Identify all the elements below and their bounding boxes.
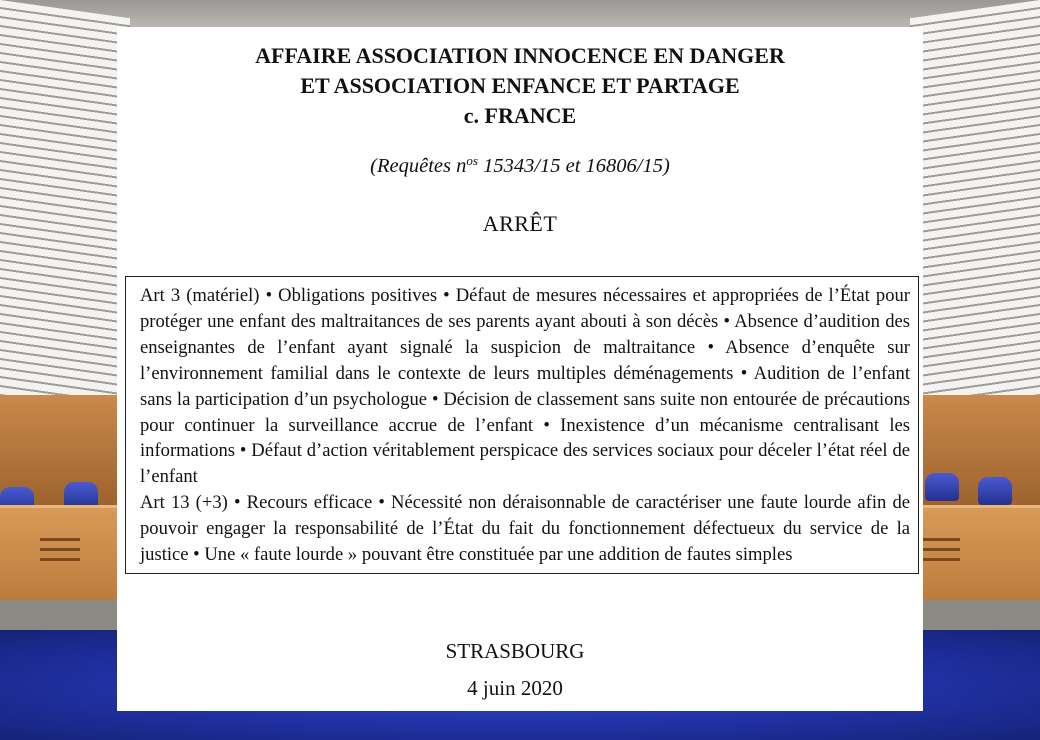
application-numbers <box>117 153 923 178</box>
document-type: ARRÊT <box>482 211 558 236</box>
judgment-cover-page <box>117 27 923 711</box>
requests-suffix: 15343/15 et 16806/15) <box>477 155 670 177</box>
case-title-line: AFFAIRE ASSOCIATION INNOCENCE EN DANGER <box>255 43 785 68</box>
case-title-line: ET ASSOCIATION ENFANCE ET PARTAGE <box>300 73 740 98</box>
city: STRASBOURG <box>445 639 585 663</box>
keywords-box <box>125 276 919 574</box>
left-acoustic-wall <box>0 0 130 418</box>
case-title <box>117 41 923 131</box>
requests-prefix: (Requêtes n <box>370 155 467 177</box>
right-acoustic-wall <box>910 0 1040 418</box>
requests-superscript: os <box>466 153 478 168</box>
keywords-article-13: Art 13 (+3) • Recours efficace • Nécessité non déraisonnable de caractériser une faute lourde afin de pouvoir engager la responsabilité de l’État du fait du fonctionnement défectueux du service de la justice • Une « faute lourde » pouvant être constituée par une addition de fautes simples <box>140 492 910 566</box>
right-seat <box>925 473 959 501</box>
judgment-date: 4 juin 2020 <box>467 676 563 700</box>
case-title-line: c. FRANCE <box>463 103 577 128</box>
keywords-article-3: Art 3 (matériel) • Obligations positives • Défaut de mesures nécessaires et appropriées de l’État pour protéger une enfant des maltraitances de ses parents ayant abouti à son décès • Absence d’audition des enseignantes de l’enfant ayant signalé la suspicion de maltraitance • Absence d’enquête sur l’environnement familial dans le contexte de leurs multiples déménagements • Audition de l’enfant sans la participation d’un psychologue • Décision de classement sans suite non entourée de précautions pour continuer la surveillance accrue de l’enfant • Inexistence d’un mécanisme centralisant les informations • Défaut d’action véritablement perspicace des services sociaux pour déceler l’état réel de l’enfant <box>140 285 910 488</box>
right-seat <box>978 477 1012 505</box>
